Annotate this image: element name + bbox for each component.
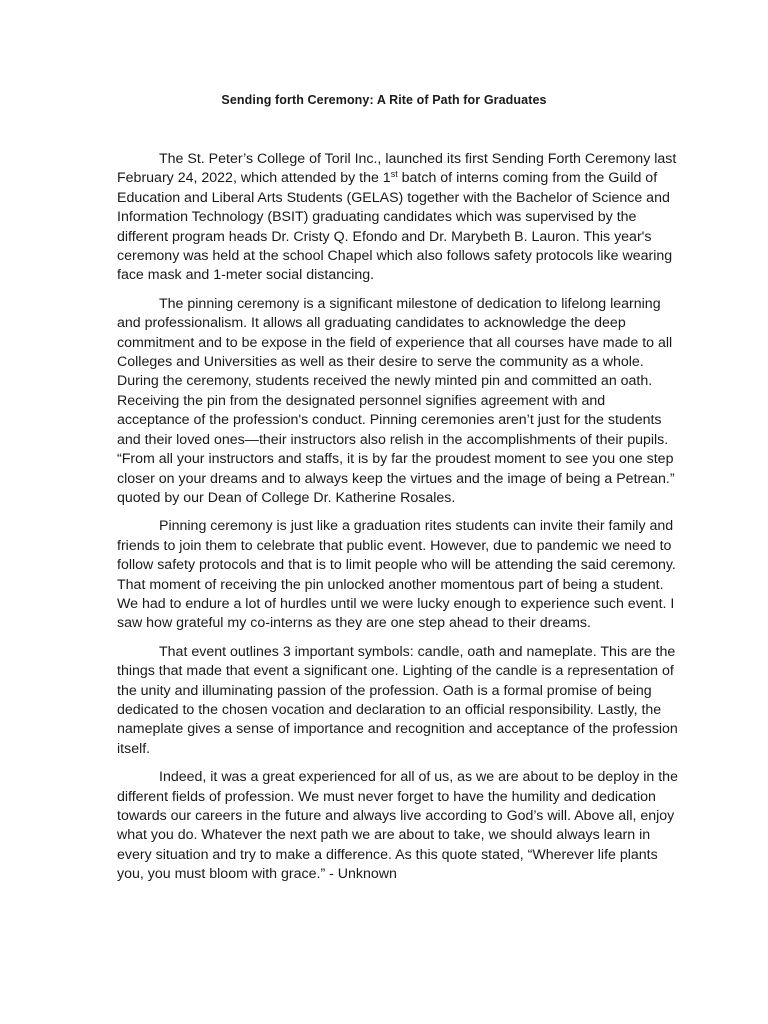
paragraph-4: That event outlines 3 important symbols: candle, oath and nameplate. This are the things that made that event a significant one. Lighting of the candle is a representation of the unity and illuminating passion of the profession. Oath is a formal promise of being dedicated to the chosen vocation and declaration to an official responsibility. Lastly, the nameplate gives a sense of importance and recognition and acceptance of the profession itself. (117, 643, 678, 757)
document-body (117, 150, 679, 894)
document-title: Sending forth Ceremony: A Rite of Path for Graduates (221, 93, 547, 107)
paragraph-5: Indeed, it was a great experienced for all of us, as we are about to be deploy in the different fields of profession. We must never forget to have the humility and dedication towards our careers in the future and always live according to God’s will. Above all, enjoy what you do. Whatever the next path we are about to take, we should always learn in every situation and try to make a difference. As this quote stated, “Wherever life plants you, you must bloom with grace.” - Unknown (117, 769, 678, 883)
ordinal-superscript: st (390, 169, 398, 180)
paragraph-1-text-start: The St. Peter’s College of Toril Inc., launched its first Sending Forth Ceremony last February 24, 2022, which attended by the 1 (117, 151, 677, 187)
paragraph-1-text-end: batch of interns coming from the Guild of Education and Liberal Arts Students (GELAS) together with the Bachelor of Science and Information Technology (BSIT) graduating candidates which was supervised by the different program heads Dr. Cristy Q. Efondo and Dr. Marybeth B. Lauron. This year's ceremony was held at the school Chapel which also follows safety protocols like wearing face mask and 1-meter social distancing. (117, 170, 673, 284)
paragraph-3: Pinning ceremony is just like a graduation rites students can invite their family and friends to join them to celebrate that public event. However, due to pandemic we need to follow safety protocols and that is to limit people who will be attending the said ceremony. That moment of receiving the pin unlocked another momentous part of being a student. We had to endure a lot of hurdles until we were lucky enough to experience such event. I saw how grateful my co-interns as they are one step ahead to their dreams. (117, 518, 676, 632)
paragraph-2: The pinning ceremony is a significant milestone of dedication to lifelong learning and professionalism. It allows all graduating candidates to acknowledge the deep commitment and to be expose in the field of experience that all courses have made to all Colleges and Universities as well as their desire to serve the community as a whole. During the ceremony, students received the newly minted pin and committed an oath. Receiving the pin from the designated personnel signifies agreement with and acceptance of the profession's conduct. Pinning ceremonies aren’t just for the students and their loved ones—their instructors also relish in the accomplishments of their pupils. “From all your instructors and staffs, it is by far the proudest moment to see you one step closer on your dreams and to always keep the virtues and the image of being a Petrean.” quoted by our Dean of College Dr. Katherine Rosales. (117, 295, 675, 506)
paragraph-1 (117, 150, 679, 286)
